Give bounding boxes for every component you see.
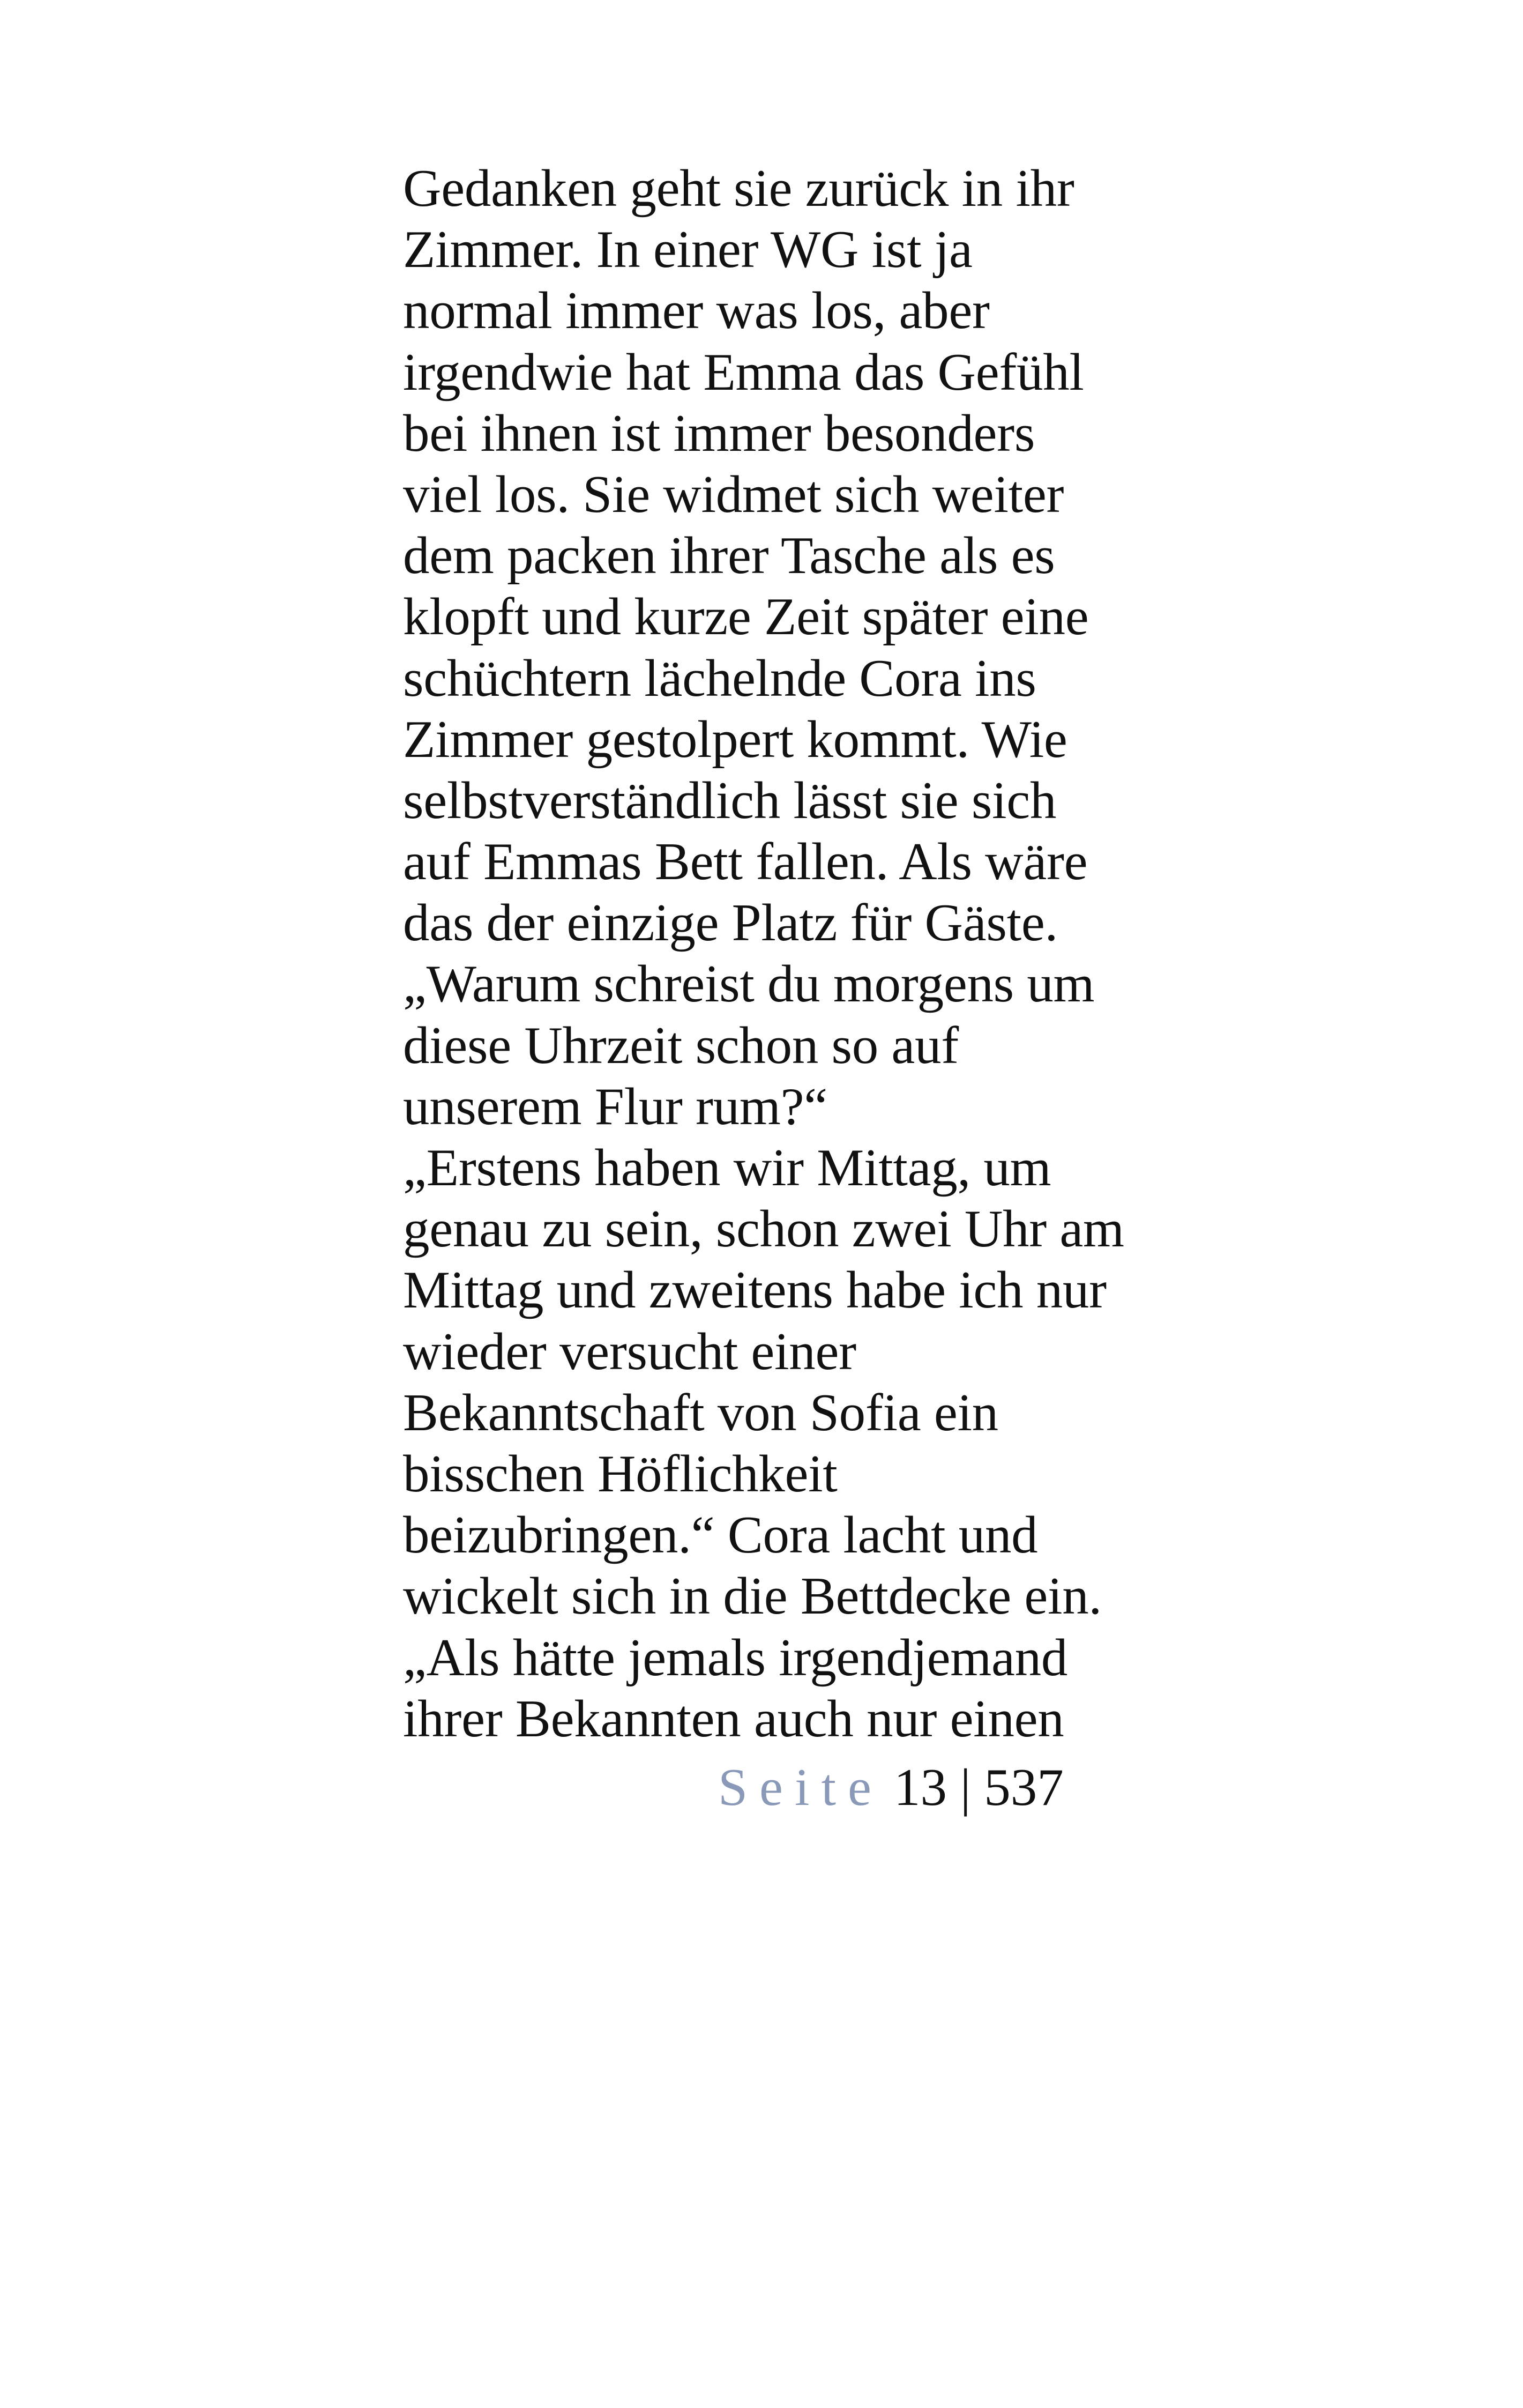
text-line: selbstverständlich lässt sie sich	[403, 771, 1057, 830]
text-line: Gedanken geht sie zurück in ihr	[403, 159, 1074, 218]
text-line: irgendwie hat Emma das Gefühl	[403, 343, 1084, 402]
text-line: Zimmer. In einer WG ist ja	[403, 220, 973, 279]
text-line: unserem Flur rum?“	[403, 1077, 827, 1136]
text-line: genau zu sein, schon zwei Uhr am	[403, 1200, 1124, 1259]
text-line: klopft und kurze Zeit später eine	[403, 588, 1089, 646]
text-line: das der einzige Platz für Gäste.	[403, 894, 1058, 953]
text-line: bei ihnen ist immer besonders	[403, 404, 1035, 463]
text-line: diese Uhrzeit schon so auf	[403, 1016, 959, 1075]
text-line: „Warum schreist du morgens um	[403, 955, 1095, 1014]
text-line: Zimmer gestolpert kommt. Wie	[403, 710, 1067, 769]
text-line: viel los. Sie widmet sich weiter	[403, 465, 1064, 524]
text-line: ihrer Bekannten auch nur einen	[403, 1689, 1064, 1748]
text-line: „Erstens haben wir Mittag, um	[403, 1139, 1051, 1197]
text-line: dem packen ihrer Tasche als es	[403, 526, 1055, 585]
text-line: Bekanntschaft von Sofia ein	[403, 1383, 998, 1442]
body-text	[403, 158, 1164, 1750]
text-line: Mittag und zweitens habe ich nur	[403, 1261, 1107, 1320]
text-line: wickelt sich in die Bettdecke ein.	[403, 1567, 1102, 1626]
text-line: beizubringen.“ Cora lacht und	[403, 1506, 1038, 1565]
page-footer	[718, 1756, 1093, 1820]
text-line: auf Emmas Bett fallen. Als wäre	[403, 833, 1088, 891]
page-label: Seite	[718, 1758, 883, 1817]
text-line: wieder versucht einer	[403, 1322, 856, 1381]
text-line: schüchtern lächelnde Cora ins	[403, 649, 1036, 708]
text-line: normal immer was los, aber	[403, 281, 990, 340]
page-number: 13 | 537	[893, 1758, 1064, 1817]
text-line: bisschen Höflichkeit	[403, 1444, 838, 1503]
text-line: „Als hätte jemals irgendjemand	[403, 1628, 1068, 1687]
